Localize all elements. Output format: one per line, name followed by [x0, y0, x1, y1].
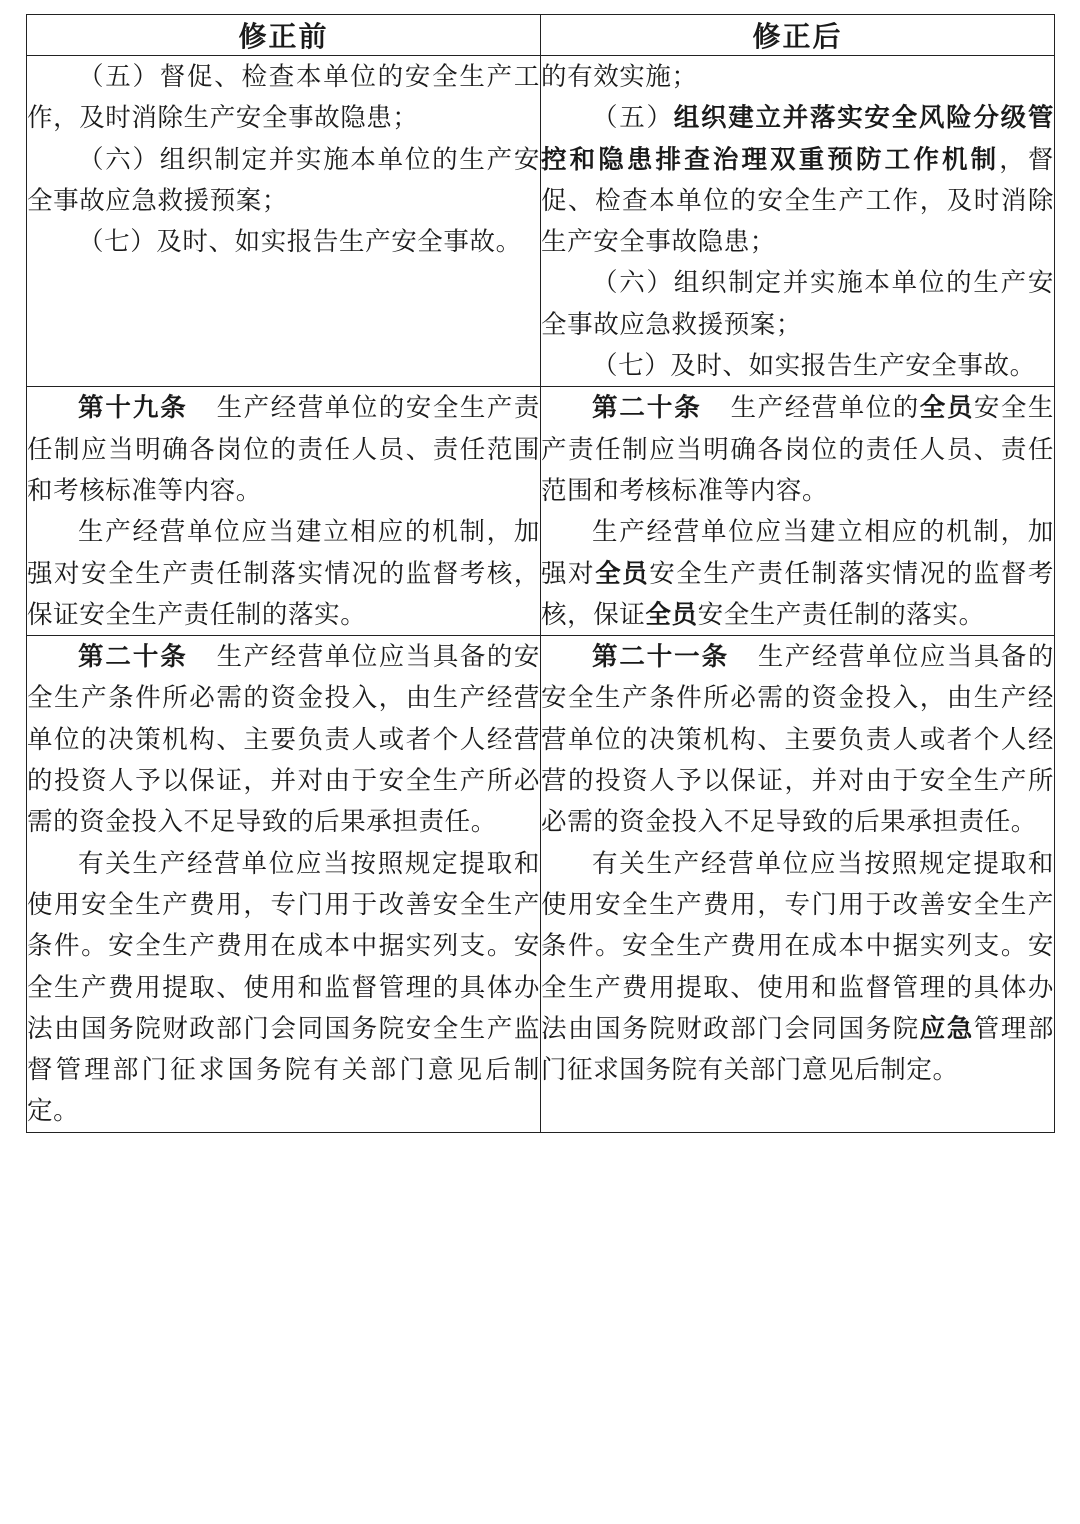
- article-text: 生产经营单位的安全生产责任制应当明确各岗位的责任人员、责任范围和考核标准等内容。: [27, 393, 540, 505]
- article-text-c: 安全生产责任制的落实。: [697, 599, 985, 629]
- paragraph-item-7: （七）及时、如实报告生产安全事故。: [592, 351, 1036, 381]
- cell-before-row1: [27, 56, 541, 387]
- article-number: 第十九条: [78, 393, 188, 423]
- article-text-a: 生产经营单位应当建立相应的机制，加强对: [541, 517, 1054, 588]
- article-text-b: 安全生产责任制应当明确各岗位的责任人员、责任范围和考核标准等内容。: [541, 393, 1054, 505]
- amended-text: 全员: [595, 558, 650, 588]
- cell-after-row1: [541, 56, 1055, 387]
- article-text-a: 生产经营单位的: [729, 393, 920, 423]
- paragraph-article-second: [541, 511, 1054, 635]
- paragraph-article: [27, 387, 540, 511]
- table-row: [27, 636, 1055, 1133]
- paragraph-item-5: （五）督促、检查本单位的安全生产工作，及时消除生产安全事故隐患；: [27, 62, 540, 133]
- amended-text: 全员: [919, 393, 974, 423]
- amended-text: 全员: [645, 599, 698, 629]
- paragraph-article: [541, 387, 1054, 511]
- paragraph-article-second: 生产经营单位应当建立相应的机制，加强对安全生产责任制落实情况的监督考核，保证安全生产责任制的落实。: [27, 517, 540, 629]
- cell-before-row2: [27, 387, 541, 636]
- amended-text: 组织建立并落实安全风险分级管控和隐患排查治理双重预防工作机制: [541, 103, 1054, 174]
- table-row: [27, 56, 1055, 387]
- paragraph-article-second: [541, 843, 1054, 1091]
- paragraph-item-5: [541, 97, 1054, 262]
- column-header-after: 修正后: [541, 15, 1055, 56]
- paragraph-item-6: （六）组织制定并实施本单位的生产安全事故应急救援预案；: [541, 268, 1054, 339]
- paragraph-article-second: 有关生产经营单位应当按照规定提取和使用安全生产费用，专门用于改善安全生产条件。安全生产费用在成本中据实列支。安全生产费用提取、使用和监督管理的具体办法由国务院财政部门会同国务院安全生产监督管理部门征求国务院有关部门意见后制定。: [27, 848, 540, 1126]
- cell-before-row3: [27, 636, 541, 1133]
- table-row: [27, 387, 1055, 636]
- paragraph-continuation: 的有效实施；: [541, 62, 698, 91]
- article-text-b: 安全生产责任制落实情况的监督考核，保证: [541, 558, 1055, 629]
- article-number: 第二十条: [592, 393, 702, 423]
- column-header-before: 修正前: [27, 15, 541, 56]
- article-text-b: 管理部门征求国务院有关部门意见后制定。: [541, 1013, 1054, 1085]
- article-text: 生产经营单位应当具备的安全生产条件所必需的资金投入，由生产经营单位的决策机构、主要负责人或者个人经营的投资人予以保证，并对由于安全生产所必需的资金投入不足导致的后果承担责任。: [27, 642, 540, 837]
- article-text-a: 有关生产经营单位应当按照规定提取和使用安全生产费用，专门用于改善安全生产条件。安全生产费用在成本中据实列支。安全生产费用提取、使用和监督管理的具体办法由国务院财政部门会同国务院: [541, 848, 1054, 1043]
- amended-text: 应急: [919, 1013, 974, 1043]
- cell-after-row2: [541, 387, 1055, 636]
- item-marker: （五）: [592, 103, 674, 133]
- cell-after-row3: [541, 636, 1055, 1133]
- paragraph-article: [27, 636, 540, 842]
- article-number: 第二十一条: [592, 642, 729, 672]
- paragraph-article: [541, 636, 1054, 842]
- amendment-comparison-table: [26, 14, 1055, 1133]
- paragraph-item-7: （七）及时、如实报告生产安全事故。: [78, 227, 522, 257]
- article-text: 生产经营单位应当具备的安全生产条件所必需的资金投入，由生产经营单位的决策机构、主要负责人或者个人经营的投资人予以保证，并对由于安全生产所必需的资金投入不足导致的后果承担责任。: [541, 642, 1054, 837]
- table-header-row: [27, 15, 1055, 56]
- paragraph-item-6: （六）组织制定并实施本单位的生产安全事故应急救援预案；: [27, 144, 540, 215]
- article-number: 第二十条: [78, 642, 188, 672]
- item-text: ，督促、检查本单位的安全生产工作，及时消除生产安全事故隐患；: [541, 144, 1054, 257]
